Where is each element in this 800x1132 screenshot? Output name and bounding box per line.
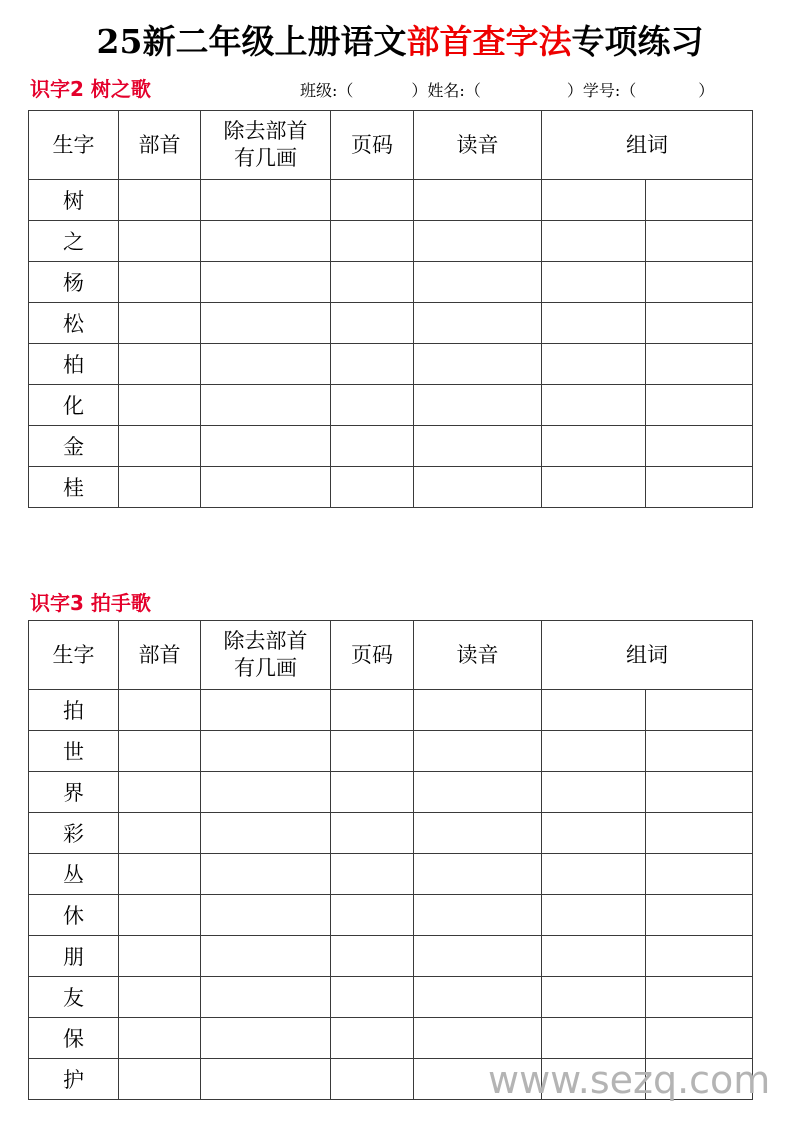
cell-strokes[interactable] [201, 895, 331, 936]
cell-pronunciation[interactable] [414, 936, 542, 977]
title-prefix: 25新二年级上册语文 [96, 22, 407, 61]
cell-pronunciation[interactable] [414, 262, 542, 303]
table-body-1 [29, 180, 753, 508]
cell-radical[interactable] [119, 344, 201, 385]
cell-word-b[interactable] [646, 180, 753, 221]
table-row [29, 426, 753, 467]
cell-page[interactable] [331, 813, 414, 854]
table-row [29, 467, 753, 508]
table-row [29, 977, 753, 1018]
table-row [29, 854, 753, 895]
table-row [29, 1059, 753, 1100]
cell-word-b[interactable] [646, 772, 753, 813]
table-row [29, 895, 753, 936]
cell-strokes[interactable] [201, 467, 331, 508]
cell-pronunciation[interactable] [414, 303, 542, 344]
section-header-2 [30, 590, 770, 616]
cell-radical[interactable] [119, 467, 201, 508]
cell-word-b[interactable] [646, 303, 753, 344]
cell-pronunciation[interactable] [414, 385, 542, 426]
cell-page[interactable] [331, 1018, 414, 1059]
cell-word-a[interactable] [542, 385, 646, 426]
cell-word-a[interactable] [542, 772, 646, 813]
cell-character: 休 [29, 895, 119, 936]
cell-radical[interactable] [119, 936, 201, 977]
column-header-strokes [201, 111, 331, 180]
table-row [29, 813, 753, 854]
cell-word-a[interactable] [542, 690, 646, 731]
name-label: 姓名:（ [427, 81, 481, 100]
cell-pronunciation[interactable] [414, 221, 542, 262]
class-label: 班级:（ [300, 81, 354, 100]
cell-character: 之 [29, 221, 119, 262]
section-label-2: 识字3 拍手歌 [30, 591, 151, 615]
cell-word-a[interactable] [542, 813, 646, 854]
strokes-line-2: 有几画 [234, 656, 297, 680]
cell-strokes[interactable] [201, 1018, 331, 1059]
column-header-words: 组词 [542, 111, 753, 180]
cell-radical[interactable] [119, 813, 201, 854]
name-close: ） [566, 81, 583, 100]
cell-character: 金 [29, 426, 119, 467]
cell-page[interactable] [331, 854, 414, 895]
table-row [29, 385, 753, 426]
strokes-line-1: 除去部首 [223, 629, 308, 653]
cell-page[interactable] [331, 467, 414, 508]
cell-pronunciation[interactable] [414, 772, 542, 813]
strokes-line-1: 除去部首 [223, 119, 308, 143]
cell-page[interactable] [331, 262, 414, 303]
cell-word-a[interactable] [542, 1018, 646, 1059]
cell-word-b[interactable] [646, 467, 753, 508]
cell-word-b[interactable] [646, 1059, 753, 1100]
class-close: ） [411, 81, 428, 100]
table-header-row [29, 621, 753, 690]
cell-radical[interactable] [119, 1059, 201, 1100]
cell-radical[interactable] [119, 772, 201, 813]
cell-character: 杨 [29, 262, 119, 303]
cell-word-b[interactable] [646, 690, 753, 731]
title-suffix: 专项练习 [571, 22, 704, 61]
cell-character: 界 [29, 772, 119, 813]
cell-strokes[interactable] [201, 221, 331, 262]
cell-radical[interactable] [119, 854, 201, 895]
cell-word-a[interactable] [542, 221, 646, 262]
table-header-row [29, 111, 753, 180]
cell-character: 保 [29, 1018, 119, 1059]
cell-page[interactable] [331, 731, 414, 772]
cell-pronunciation[interactable] [414, 344, 542, 385]
cell-character: 桂 [29, 467, 119, 508]
cell-word-a[interactable] [542, 936, 646, 977]
cell-pronunciation[interactable] [414, 467, 542, 508]
cell-word-a[interactable] [542, 262, 646, 303]
column-header-char: 生字 [29, 621, 119, 690]
cell-pronunciation[interactable] [414, 813, 542, 854]
cell-page[interactable] [331, 385, 414, 426]
cell-pronunciation[interactable] [414, 180, 542, 221]
cell-character: 彩 [29, 813, 119, 854]
cell-page[interactable] [331, 221, 414, 262]
cell-page[interactable] [331, 303, 414, 344]
cell-word-a[interactable] [542, 426, 646, 467]
cell-word-b[interactable] [646, 385, 753, 426]
section-label-1: 识字2 树之歌 [30, 77, 151, 101]
cell-word-b[interactable] [646, 895, 753, 936]
cell-word-b[interactable] [646, 1018, 753, 1059]
cell-character: 世 [29, 731, 119, 772]
cell-word-a[interactable] [542, 344, 646, 385]
table-row [29, 262, 753, 303]
cell-character: 化 [29, 385, 119, 426]
cell-radical[interactable] [119, 731, 201, 772]
cell-strokes[interactable] [201, 262, 331, 303]
cell-strokes[interactable] [201, 731, 331, 772]
cell-page[interactable] [331, 180, 414, 221]
cell-word-a[interactable] [542, 180, 646, 221]
cell-character: 树 [29, 180, 119, 221]
column-header-page: 页码 [331, 621, 414, 690]
cell-page[interactable] [331, 936, 414, 977]
cell-word-b[interactable] [646, 262, 753, 303]
student-info-fields-1 [300, 78, 770, 104]
cell-word-a[interactable] [542, 854, 646, 895]
cell-strokes[interactable] [201, 344, 331, 385]
column-header-pronunciation: 读音 [414, 621, 542, 690]
cell-page[interactable] [331, 1059, 414, 1100]
cell-radical[interactable] [119, 262, 201, 303]
table-row [29, 690, 753, 731]
cell-word-a[interactable] [542, 977, 646, 1018]
cell-strokes[interactable] [201, 385, 331, 426]
table-row [29, 772, 753, 813]
cell-strokes[interactable] [201, 303, 331, 344]
cell-pronunciation[interactable] [414, 854, 542, 895]
cell-radical[interactable] [119, 221, 201, 262]
cell-strokes[interactable] [201, 854, 331, 895]
cell-radical[interactable] [119, 303, 201, 344]
site-watermark: www.sezq.com [488, 1058, 771, 1102]
table-row [29, 731, 753, 772]
cell-character: 朋 [29, 936, 119, 977]
worksheet-table-2 [28, 620, 753, 1100]
table-row [29, 221, 753, 262]
cell-strokes[interactable] [201, 426, 331, 467]
table-row [29, 936, 753, 977]
table-row [29, 344, 753, 385]
cell-word-b[interactable] [646, 221, 753, 262]
cell-character: 丛 [29, 854, 119, 895]
column-header-strokes [201, 621, 331, 690]
cell-character: 友 [29, 977, 119, 1018]
cell-pronunciation[interactable] [414, 1018, 542, 1059]
page-title [0, 22, 800, 62]
cell-word-b[interactable] [646, 854, 753, 895]
cell-radical[interactable] [119, 1018, 201, 1059]
cell-pronunciation[interactable] [414, 731, 542, 772]
cell-word-b[interactable] [646, 731, 753, 772]
section-header-1 [30, 76, 770, 102]
cell-word-b[interactable] [646, 936, 753, 977]
cell-radical[interactable] [119, 180, 201, 221]
cell-pronunciation[interactable] [414, 1059, 542, 1100]
cell-radical[interactable] [119, 426, 201, 467]
cell-strokes[interactable] [201, 772, 331, 813]
title-accent: 部首查字法 [406, 22, 572, 61]
column-header-page: 页码 [331, 111, 414, 180]
cell-strokes[interactable] [201, 690, 331, 731]
cell-page[interactable] [331, 895, 414, 936]
column-header-radical: 部首 [119, 621, 201, 690]
cell-radical[interactable] [119, 690, 201, 731]
cell-page[interactable] [331, 772, 414, 813]
cell-word-a[interactable] [542, 1059, 646, 1100]
cell-strokes[interactable] [201, 180, 331, 221]
cell-character: 拍 [29, 690, 119, 731]
cell-word-b[interactable] [646, 977, 753, 1018]
cell-radical[interactable] [119, 977, 201, 1018]
cell-radical[interactable] [119, 895, 201, 936]
cell-word-a[interactable] [542, 467, 646, 508]
cell-word-b[interactable] [646, 813, 753, 854]
column-header-char: 生字 [29, 111, 119, 180]
cell-character: 松 [29, 303, 119, 344]
cell-strokes[interactable] [201, 813, 331, 854]
table-row [29, 303, 753, 344]
cell-pronunciation[interactable] [414, 690, 542, 731]
cell-page[interactable] [331, 344, 414, 385]
cell-page[interactable] [331, 977, 414, 1018]
cell-word-a[interactable] [542, 731, 646, 772]
table-row [29, 180, 753, 221]
cell-pronunciation[interactable] [414, 426, 542, 467]
strokes-line-2: 有几画 [234, 146, 297, 170]
cell-strokes[interactable] [201, 1059, 331, 1100]
cell-pronunciation[interactable] [414, 895, 542, 936]
cell-word-b[interactable] [646, 344, 753, 385]
column-header-words: 组词 [542, 621, 753, 690]
cell-character: 柏 [29, 344, 119, 385]
column-header-radical: 部首 [119, 111, 201, 180]
cell-page[interactable] [331, 690, 414, 731]
worksheet-table-1 [28, 110, 753, 508]
id-label: 学号:（ [582, 81, 637, 100]
table-row [29, 1018, 753, 1059]
cell-strokes[interactable] [201, 977, 331, 1018]
cell-radical[interactable] [119, 385, 201, 426]
cell-character: 护 [29, 1059, 119, 1100]
cell-strokes[interactable] [201, 936, 331, 977]
cell-word-b[interactable] [646, 426, 753, 467]
column-header-pronunciation: 读音 [414, 111, 542, 180]
cell-word-a[interactable] [542, 303, 646, 344]
id-close: ） [698, 81, 715, 100]
cell-page[interactable] [331, 426, 414, 467]
cell-pronunciation[interactable] [414, 977, 542, 1018]
cell-word-a[interactable] [542, 895, 646, 936]
table-body-2 [29, 690, 753, 1100]
